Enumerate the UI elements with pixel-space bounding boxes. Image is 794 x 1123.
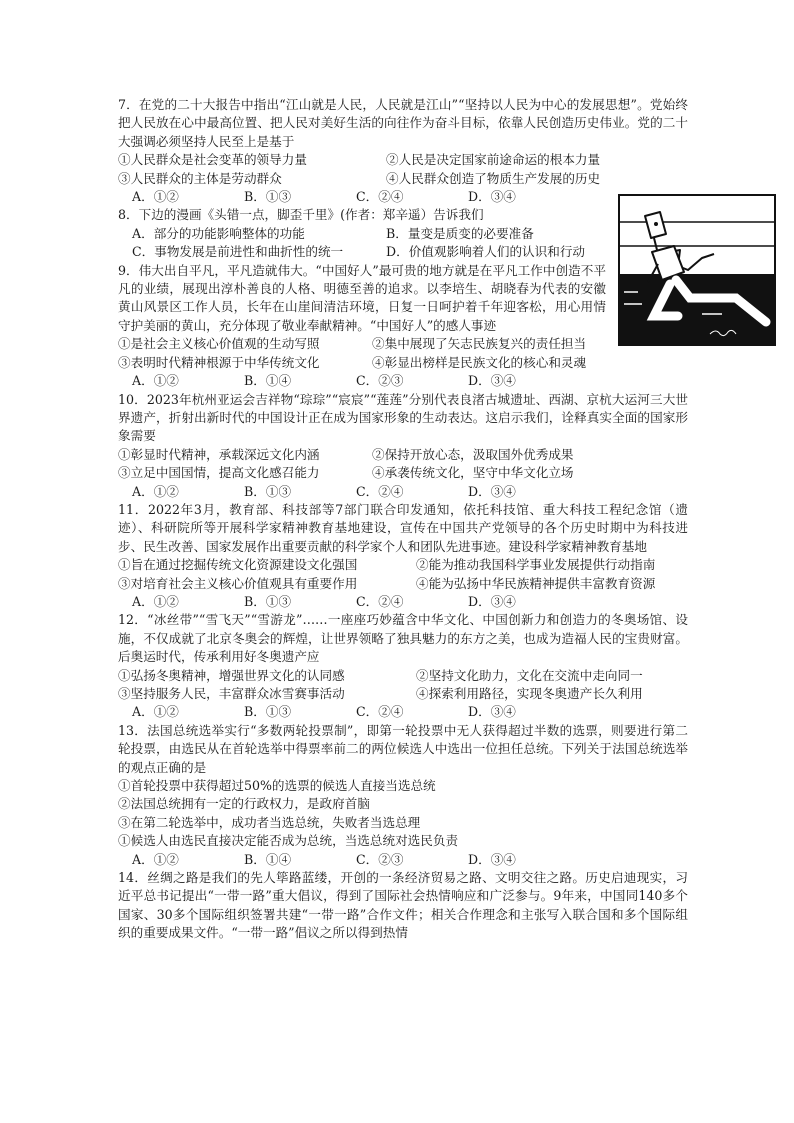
statement-2: ②能为推动我国科学事业发展提供行动指南 bbox=[416, 557, 656, 573]
statement-3: ③立足中国国情，提高文化感召能力 bbox=[118, 465, 320, 481]
option-a: A．①② bbox=[132, 189, 179, 205]
statement-3: ③表明时代精神根源于中华传统文化 bbox=[118, 354, 320, 370]
question-10-stem: 10．2023年杭州亚运会吉祥物“琮琮”“宸宸”“莲莲”分别代表良渚古城遗址、西湖、京杭大运河三大世界遗产，折射出新时代的中国设计正在成为国家形象的生动表达。这启示我们，诠释真实全面的国家形象需要 bbox=[118, 391, 688, 444]
option-a: A．①② bbox=[132, 851, 179, 867]
question-11-statements-row-1 bbox=[118, 556, 688, 574]
question-11-options bbox=[118, 593, 688, 611]
statement-2: ②人民是决定国家前途命运的根本力量 bbox=[386, 152, 601, 168]
question-9-stem: 9．伟大出自平凡，平凡造就伟大。“中国好人”最可贵的地方就是在平凡工作中创造不平凡的业绩，展现出淳朴善良的人格、明德至善的追求。以李培生、胡晓春为代表的安徽黄山风景区工作人员，长年在山崖间清洁环境，日复一日呵护着千年迎客松，用心用情守护美丽的黄山，充分体现了敬业奉献精神。“中国好人”的感人事迹 bbox=[118, 262, 606, 333]
question-7-stem: 7．在党的二十大报告中指出“江山就是人民，人民就是江山”“坚持以人民为中心的发展思想”。党始终把人民放在心中最高位置、把人民对美好生活的向往作为奋斗目标，依靠人民创造历史伟业。党的二十大强调必须坚持人民至上是基于 bbox=[118, 97, 688, 149]
option-b: B．①③ bbox=[244, 593, 292, 609]
statement-1: ①首轮投票中获得超过50%的选票的候选人直接当选总统 bbox=[118, 778, 436, 794]
statement-3: ③在第二轮选举中，成功者当选总统，失败者当选总理 bbox=[118, 814, 421, 830]
option-c: C．②④ bbox=[356, 704, 404, 720]
statement-3: ③坚持服务人民，丰富群众冰雪赛事活动 bbox=[118, 686, 345, 701]
option-b: B．①③ bbox=[244, 189, 292, 205]
statement-1: ①人民群众是社会变革的领导力量 bbox=[118, 152, 307, 168]
question-14-stem: 14．丝绸之路是我们的先人筚路蓝缕，开创的一条经济贸易之路、文明交往之路。历史启迪现实，习近平总书记提出“一带一路”重大倡议，得到了国际社会热情响应和广泛参与。9年来，中国同140多个国家、30多个国际组织签署共建“一带一路”合作文件；相关合作理念和主张写入联合国和多个国际组织的重要成果文件。“一带一路”倡议之所以得到热情 bbox=[118, 870, 688, 941]
question-12-statements-row-2 bbox=[118, 685, 688, 703]
question-13-options bbox=[118, 851, 688, 869]
option-d: D．③④ bbox=[468, 189, 516, 205]
exam-page bbox=[118, 96, 688, 943]
option-d: D．③④ bbox=[468, 593, 516, 609]
question-11-stem: 11．2022年3月，教育部、科技部等7部门联合印发通知，依托科技馆、重大科技工程纪念馆（遗迹）、科研院所等开展科学家精神教育基地建设，宣传在中国共产党领导的各个历史时期中为科技进步、民生改善、国家发展作出重要贡献的科学家个人和团队先进事迹。建设科学家精神教育基地 bbox=[118, 501, 688, 554]
option-b: B．量变是质变的必要准备 bbox=[386, 225, 534, 241]
question-12-statements-row-1 bbox=[118, 667, 688, 685]
option-c: C．事物发展是前进性和曲折性的统一 bbox=[132, 244, 344, 260]
option-b: B．①③ bbox=[244, 483, 292, 499]
option-a: A．①② bbox=[132, 483, 179, 499]
statement-2: ②保持开放心态，汲取国外优秀成果 bbox=[372, 446, 574, 462]
question-10-statements-row-1 bbox=[118, 446, 688, 464]
option-c: C．②③ bbox=[356, 373, 404, 389]
option-d: D．③④ bbox=[468, 373, 516, 389]
cartoon-drawing bbox=[618, 194, 776, 346]
option-c: C．②④ bbox=[356, 189, 404, 205]
question-7-statements-row-2 bbox=[118, 170, 688, 188]
statement-4: ①候选人由选民直接决定能否成为总统，当选总统对选民负责 bbox=[118, 833, 459, 849]
question-12-options bbox=[118, 703, 688, 721]
option-a: A．①② bbox=[132, 373, 179, 389]
option-c: C．②④ bbox=[356, 593, 404, 609]
statement-2: ②坚持文化助力，文化在交流中走向同一 bbox=[416, 667, 643, 683]
option-d: D．③④ bbox=[468, 851, 516, 867]
question-11-statements-row-2 bbox=[118, 575, 688, 593]
statement-2: ②集中展现了矢志民族复兴的责任担当 bbox=[372, 336, 587, 352]
question-13-stem: 13．法国总统选举实行“多数两轮投票制”，即第一轮投票中无人获得超过半数的选票，则要进行第二轮投票，由选民从在首轮选举中得票率前二的两位候选人中选出一位担任总统。下列关于法国总统选举的观点正确的是 bbox=[118, 722, 688, 775]
statement-1: ①彰显时代精神，承载深远文化内涵 bbox=[118, 446, 320, 462]
question-9-statements-row-2 bbox=[118, 354, 688, 372]
option-b: B．①④ bbox=[244, 851, 292, 867]
question-12-stem: 12．“冰丝带”“雪飞天”“雪游龙”……一座座巧妙蕴含中华文化、中国创新力和创造力的冬奥场馆、设施，不仅成就了北京冬奥会的辉煌，让世界领略了独具魅力的东方之美，也成为造福人民的宝贵财富。后奥运时代，传承利用好冬奥遗产应 bbox=[118, 612, 688, 665]
question-7-options bbox=[118, 188, 688, 206]
option-b: B．①④ bbox=[244, 373, 292, 389]
statement-3: ③人民群众的主体是劳动群众 bbox=[118, 170, 282, 186]
option-a: A．①② bbox=[132, 704, 179, 720]
option-d: D．③④ bbox=[468, 704, 516, 720]
question-10-options bbox=[118, 483, 688, 501]
question-8-options-row-1 bbox=[118, 225, 688, 243]
question-9-options bbox=[118, 372, 688, 390]
question-7-statements-row-1 bbox=[118, 151, 688, 169]
option-b: B．①③ bbox=[244, 704, 292, 720]
option-d: D．③④ bbox=[468, 483, 516, 499]
option-c: C．②③ bbox=[356, 851, 404, 867]
option-d: D．价值观影响着人们的认识和行动 bbox=[386, 244, 586, 260]
statement-4: ④承袭传统文化，坚守中华文化立场 bbox=[372, 465, 574, 481]
statement-1: ①弘扬冬奥精神，增强世界文化的认同感 bbox=[118, 667, 345, 683]
option-a: A．①② bbox=[132, 593, 179, 609]
option-a: A．部分的功能影响整体的功能 bbox=[132, 225, 305, 241]
question-8-stem: 8．下边的漫画《头错一点，脚歪千里》(作者：郑辛遥）告诉我们 bbox=[118, 207, 484, 223]
cartoon-illustration bbox=[618, 194, 776, 346]
question-8-options-row-2 bbox=[118, 243, 688, 261]
statement-1: ①旨在通过挖掘传统文化资源建设文化强国 bbox=[118, 557, 358, 573]
statement-4: ④彰显出榜样是民族文化的核心和灵魂 bbox=[372, 354, 587, 370]
question-10-statements-row-2 bbox=[118, 464, 688, 482]
statement-4: ④能为弘扬中华民族精神提供丰富教育资源 bbox=[416, 575, 656, 591]
statement-3: ③对培育社会主义核心价值观具有重要作用 bbox=[118, 575, 358, 591]
statement-1: ①是社会主义核心价值观的生动写照 bbox=[118, 336, 320, 352]
question-9-statements-row-1 bbox=[118, 335, 606, 353]
option-c: C．②④ bbox=[356, 483, 404, 499]
statement-2: ②法国总统拥有一定的行政权力，是政府首脑 bbox=[118, 796, 370, 812]
statement-4: ④探索利用路径，实现冬奥遗产长久利用 bbox=[416, 686, 643, 701]
statement-4: ④人民群众创造了物质生产发展的历史 bbox=[386, 170, 601, 186]
